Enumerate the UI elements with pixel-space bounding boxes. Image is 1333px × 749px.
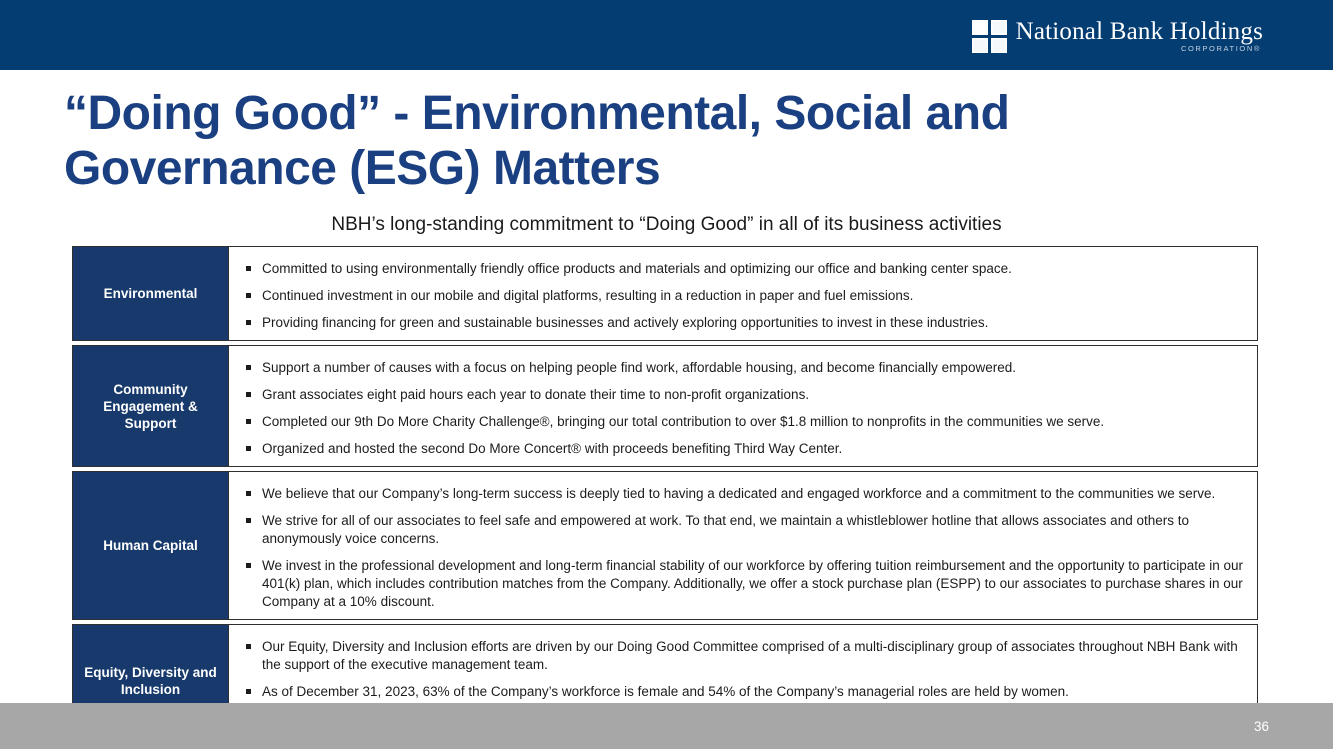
bullet-text: We invest in the professional development and long-term financial stability of our workforce by offering tuition reimbursement and the opportunity to participate in our 401(k) plan, which includes contribution matches from the Company. Additionally, we offer a stock purchase plan (ESPP) to our associates to purchase shares in our Company at a 10% discount. bbox=[262, 558, 1244, 609]
bullet-item bbox=[242, 557, 1247, 611]
bullet-square-icon bbox=[246, 689, 251, 694]
bullet-item bbox=[242, 260, 1247, 278]
logo-square bbox=[972, 20, 988, 35]
company-logo bbox=[972, 18, 1263, 53]
bullet-item bbox=[242, 683, 1247, 701]
row-content bbox=[229, 472, 1257, 619]
bullet-item bbox=[242, 485, 1247, 503]
table-row bbox=[72, 246, 1258, 341]
bullet-list bbox=[242, 485, 1247, 611]
bullet-square-icon bbox=[246, 491, 251, 496]
page-number: 36 bbox=[1253, 718, 1269, 734]
bullet-text: Continued investment in our mobile and digital platforms, resulting in a reduction in paper and fuel emissions. bbox=[262, 288, 914, 303]
bullet-text: We strive for all of our associates to feel safe and empowered at work. To that end, we maintain a whistleblower hotline that allows associates and others to anonymously voice concerns. bbox=[262, 513, 1189, 546]
row-label: Human Capital bbox=[73, 472, 229, 619]
bullet-item bbox=[242, 359, 1247, 377]
slide-subtitle: NBH’s long-standing commitment to “Doing Good” in all of its business activities bbox=[331, 214, 1002, 235]
bullet-text: Completed our 9th Do More Charity Challenge®, bringing our total contribution to over $1.8 million to nonprofits in the communities we serve. bbox=[262, 414, 1105, 429]
header-bar bbox=[0, 0, 1333, 70]
bullet-text: We believe that our Company’s long-term success is deeply tied to having a dedicated and engaged workforce and a commitment to the communities we serve. bbox=[262, 486, 1216, 501]
bullet-item bbox=[242, 413, 1247, 431]
table-row bbox=[72, 345, 1258, 467]
bullet-text: Support a number of causes with a focus on helping people find work, affordable housing, and become financially empowered. bbox=[262, 360, 1016, 375]
logo-square bbox=[991, 38, 1007, 53]
bullet-text: As of December 31, 2023, 63% of the Company’s workforce is female and 54% of the Company’s managerial roles are held by women. bbox=[262, 684, 1069, 699]
row-label: Environmental bbox=[73, 247, 229, 340]
bullet-text: Our Equity, Diversity and Inclusion efforts are driven by our Doing Good Committee comprised of a multi-disciplinary group of associates throughout NBH Bank with the support of the executive management team. bbox=[262, 639, 1238, 672]
table-row bbox=[72, 471, 1258, 620]
row-label: Equity, Diversity and Inclusion bbox=[73, 625, 229, 736]
bullet-list bbox=[242, 260, 1247, 332]
bullet-square-icon bbox=[246, 392, 251, 397]
bullet-item bbox=[242, 314, 1247, 332]
logo-company-name: National Bank Holdings bbox=[1015, 17, 1263, 45]
logo-square bbox=[991, 20, 1007, 35]
bullet-text: Organized and hosted the second Do More Concert® with proceeds benefiting Third Way Center. bbox=[262, 441, 843, 456]
bullet-item bbox=[242, 638, 1247, 674]
row-label: Community Engagement & Support bbox=[73, 346, 229, 466]
bullet-square-icon bbox=[246, 320, 251, 325]
footer-bar bbox=[0, 703, 1333, 749]
page-title: “Doing Good” - Environmental, Social and Governance (ESG) Matters bbox=[64, 87, 1010, 195]
bullet-item bbox=[242, 386, 1247, 404]
bullet-item bbox=[242, 440, 1247, 458]
bullet-square-icon bbox=[246, 518, 251, 523]
logo-corporation-label: CORPORATION® bbox=[1180, 43, 1261, 53]
row-content bbox=[229, 346, 1257, 466]
logo-square bbox=[972, 38, 988, 53]
bullet-square-icon bbox=[246, 419, 251, 424]
row-content bbox=[229, 247, 1257, 340]
bullet-list bbox=[242, 359, 1247, 458]
bullet-text: Committed to using environmentally friendly office products and materials and optimizing our office and banking center space. bbox=[262, 261, 1012, 276]
esg-table bbox=[72, 246, 1258, 737]
bullet-square-icon bbox=[246, 563, 251, 568]
bullet-square-icon bbox=[246, 446, 251, 451]
bullet-square-icon bbox=[246, 365, 251, 370]
slide-body bbox=[0, 86, 1333, 699]
window-grid-icon bbox=[972, 20, 1007, 53]
bullet-item bbox=[242, 287, 1247, 305]
bullet-text: Grant associates eight paid hours each year to donate their time to non-profit organizations. bbox=[262, 387, 810, 402]
bullet-item bbox=[242, 512, 1247, 548]
bullet-text: Providing financing for green and sustainable businesses and actively exploring opportunities to invest in these industries. bbox=[262, 315, 989, 330]
logo-text bbox=[1016, 18, 1263, 53]
bullet-square-icon bbox=[246, 266, 251, 271]
bullet-square-icon bbox=[246, 293, 251, 298]
bullet-square-icon bbox=[246, 644, 251, 649]
